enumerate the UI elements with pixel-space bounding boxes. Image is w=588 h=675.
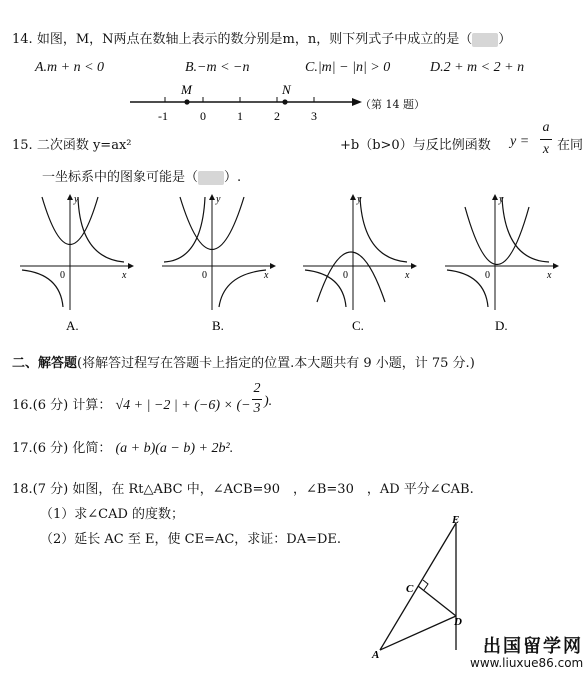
label-e: E (452, 515, 460, 526)
q17-number: 17.(6 分) 化简： (12, 441, 112, 456)
point-m (184, 99, 189, 104)
origin-label: 0 (343, 270, 348, 281)
tick-label: 0 (200, 109, 206, 123)
graph-label-c: C. (352, 318, 364, 333)
origin-label: 0 (202, 270, 207, 281)
q14-text: 如图，M，N两点在数轴上表示的数分别是m，n，则下列式子中成立的是（ (36, 32, 473, 47)
q15-line2 (42, 166, 241, 185)
axis-y-label: y (357, 194, 362, 205)
q14-number-line (130, 80, 390, 125)
section-note: (将解答过程写在答题卡上指定的位置.本大题共有 9 小题，计 75 分.) (77, 356, 475, 371)
point-n (282, 99, 287, 104)
q14-caption: （第 14 题） (360, 98, 425, 111)
section-heading (12, 352, 475, 371)
q16-number: 16.(6 分) 计算： (12, 398, 112, 413)
answer-blank (198, 171, 224, 185)
tick-label: 3 (311, 109, 317, 123)
label-a: A (372, 649, 380, 661)
q14-option-b: B.−m < −n (185, 60, 250, 75)
q15-frac-bar (540, 139, 552, 140)
q16-frac-num: 2 (253, 381, 261, 396)
section-title: 二、解答题 (12, 356, 78, 371)
origin-label: 0 (485, 270, 490, 281)
graph-label-a: A. (66, 318, 79, 333)
axis-y-label: y (216, 194, 221, 205)
q14-option-a: A.m + n < 0 (35, 60, 105, 75)
q15-text: 二次函数 y=ax² (36, 138, 132, 153)
origin-label: 0 (60, 270, 65, 281)
axis-x-label: x (547, 270, 552, 281)
q18-part1: （1）求∠CAD 的度数； (40, 507, 185, 522)
q17 (12, 437, 233, 457)
q16-expr: √4 + | −2 | + (−6) × (− (115, 398, 251, 413)
graph-label-b: B. (212, 318, 224, 333)
q15-graphs (20, 192, 580, 342)
axis-y-label: y (499, 194, 504, 205)
tick-label: -1 (158, 109, 168, 123)
q16-frac-bar (252, 399, 262, 400)
label-m: M (181, 82, 192, 97)
q18-triangle-figure (368, 515, 488, 665)
graph-c (303, 194, 417, 333)
q15-y-eq: y = (510, 134, 530, 149)
q15-frac-den: x (542, 142, 550, 157)
q16-expr-end: ). (264, 394, 273, 409)
q15-number: 15. (12, 138, 33, 153)
graph-d (445, 194, 559, 333)
axis-x-label: x (264, 270, 269, 281)
graph-label-d: D. (495, 318, 508, 333)
q15-text2-end: ）. (224, 170, 242, 185)
q14-text-end: ） (498, 32, 512, 47)
q15-line1-right (340, 134, 491, 153)
graph-b (162, 194, 276, 333)
graph-a (20, 194, 134, 333)
q18-part2: （2）延长 AC 至 E，使 CE=AC，求证：DA=DE. (40, 532, 342, 547)
tick-label: 2 (274, 109, 280, 123)
watermark-url: www.liuxue86.com (470, 656, 584, 670)
q15-text2: 一坐标系中的图象可能是（ (42, 170, 199, 185)
q15-tail: 在同 (557, 138, 584, 153)
axis-y-label: y (74, 194, 79, 205)
label-c: C (406, 583, 414, 595)
label-n: N (282, 82, 291, 97)
label-d: D (454, 616, 462, 628)
q14-option-c: C.|m| − |n| > 0 (305, 60, 391, 75)
answer-blank (472, 33, 498, 47)
watermark-title: 出国留学网 (483, 636, 583, 657)
q16-frac-den: 3 (253, 401, 261, 416)
q15-line1-left (12, 134, 132, 153)
q14-stem (12, 28, 511, 47)
tick-label: 1 (237, 109, 243, 123)
q17-expr: (a + b)(a − b) + 2b². (115, 441, 234, 456)
q15-frac-num: a (542, 120, 550, 135)
axis-x-label: x (405, 270, 410, 281)
q15-text-right: +b（b>0）与反比例函数 (340, 138, 491, 153)
q14-number: 14. (12, 32, 33, 47)
q16 (12, 394, 251, 414)
q18-stem: 18.(7 分) 如图，在 Rt△ABC 中，∠ACB=90 ，∠B=30 ，AD 平分∠CAB. (12, 482, 474, 497)
q14-option-d: D.2 + m < 2 + n (430, 60, 525, 75)
axis-x-label: x (122, 270, 127, 281)
